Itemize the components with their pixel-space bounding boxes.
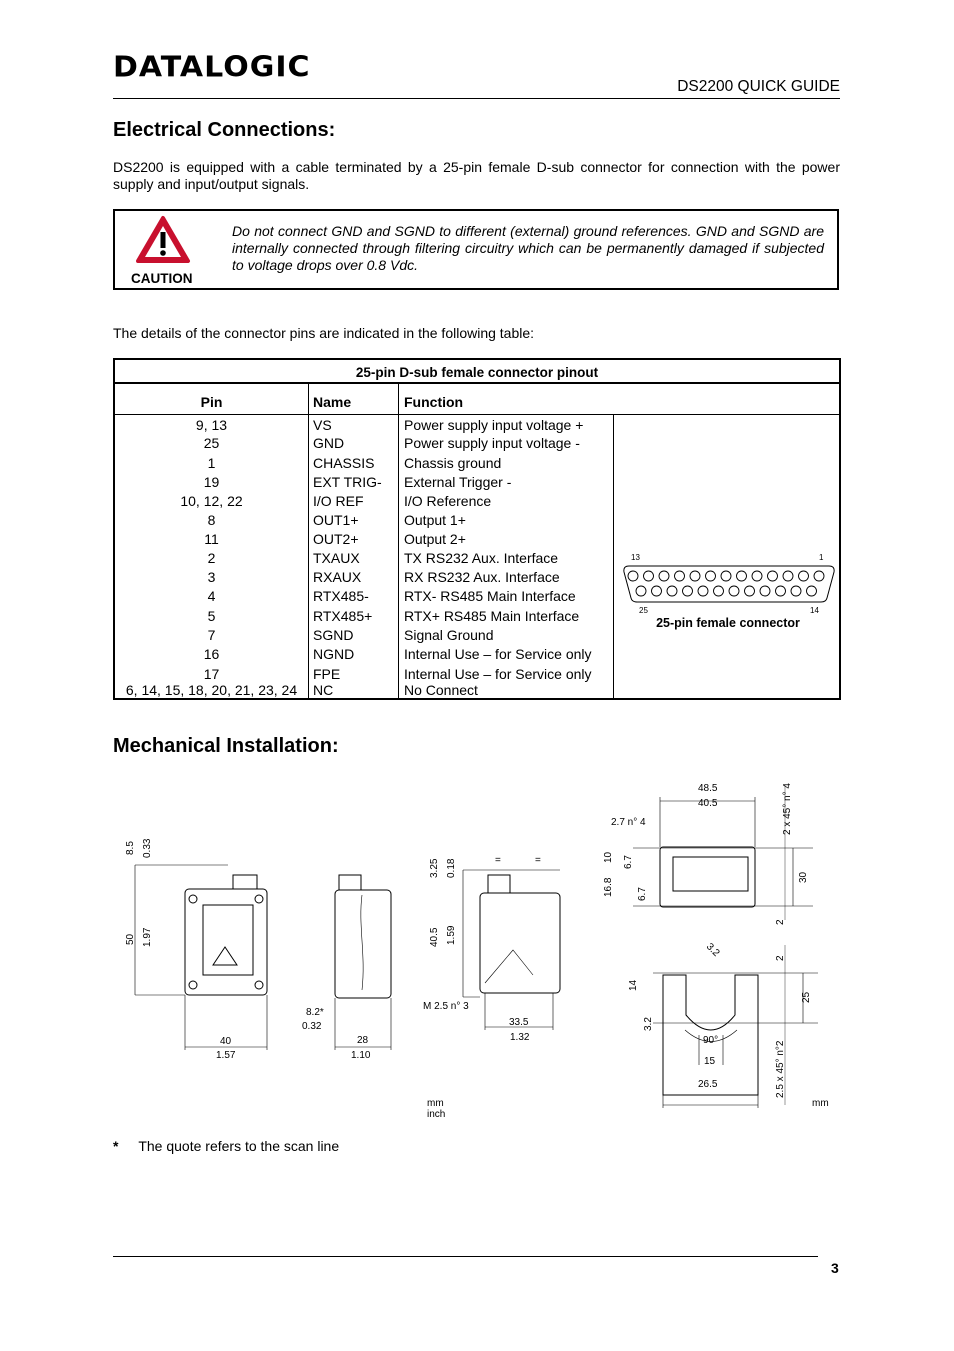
function-cell: External Trigger - [404, 474, 512, 490]
dim-1-32: 1.32 [510, 1032, 530, 1043]
dim-14: 14 [628, 979, 639, 991]
connector-pins-top [628, 571, 824, 581]
function-cell: Signal Ground [404, 627, 494, 643]
dim-48-5: 48.5 [698, 783, 718, 794]
dim-1-10: 1.10 [351, 1050, 371, 1061]
connector-pin [698, 586, 708, 596]
pinout-table-title: 25-pin D-sub female connector pinout [355, 365, 599, 380]
eq-mark: = [535, 855, 541, 866]
dim-28: 28 [357, 1035, 369, 1046]
dim-0-18: 0.18 [446, 858, 457, 878]
connector-pin [799, 571, 809, 581]
dim-3-2b: 3.2 [643, 1017, 654, 1031]
connector-pin [768, 571, 778, 581]
dim-10: 10 [603, 851, 614, 863]
mechanical-heading: Mechanical Installation: [113, 735, 339, 757]
function-cell: Output 1+ [404, 512, 466, 528]
pin-cell: 25 [203, 435, 220, 451]
connector-pin [791, 586, 801, 596]
function-cell: RTX- RS485 Main Interface [404, 588, 576, 604]
pin-cell: 2 [207, 550, 216, 566]
pin-cell: 16 [203, 646, 220, 662]
connector-pin [783, 571, 793, 581]
name-cell: GND [313, 435, 345, 451]
connector-pin [814, 571, 824, 581]
function-cell: Internal Use – for Service only [404, 646, 592, 662]
dim-40-5: 40.5 [429, 927, 440, 947]
function-cell: Output 2+ [404, 531, 466, 547]
name-cell: VS [313, 417, 332, 433]
dim-2-7: 2.7 n° 4 [611, 817, 646, 828]
caution-box [113, 209, 839, 290]
pin-cell: 4 [207, 588, 216, 604]
pin-cell: 11 [204, 531, 219, 547]
name-cell: NGND [313, 646, 355, 662]
function-cell: TX RS232 Aux. Interface [404, 550, 559, 566]
connector-pin [675, 571, 685, 581]
dim-33-5: 33.5 [509, 1017, 529, 1028]
caution-label: CAUTION [131, 271, 193, 286]
mechanical-drawing [113, 775, 840, 1125]
table-col-divider [613, 414, 614, 698]
name-cell: EXT TRIG- [313, 474, 382, 490]
dim-25: 25 [801, 991, 812, 1003]
name-cell: OUT1+ [313, 512, 359, 528]
function-cell: RTX+ RS485 Main Interface [404, 608, 580, 624]
table-col-divider [398, 384, 399, 698]
header-name: Name [313, 394, 352, 410]
table-rule [115, 414, 839, 415]
function-cell: Chassis ground [404, 455, 502, 471]
pin-cell: 3 [207, 569, 216, 585]
footnote-text: The quote refers to the scan line [138, 1138, 340, 1154]
name-cell: RTX485+ [313, 608, 373, 624]
function-cell: RX RS232 Aux. Interface [404, 569, 560, 585]
connector-pin [714, 586, 724, 596]
function-cell: Power supply input voltage - [404, 435, 580, 451]
connector-pin [683, 586, 693, 596]
function-cell: Internal Use – for Service only [404, 666, 592, 682]
pinout-table [113, 358, 841, 700]
name-cell: SGND [313, 627, 354, 643]
warning-triangle-icon [135, 215, 191, 265]
table-col-divider [308, 384, 309, 698]
pin-cell: 6, 14, 15, 18, 20, 21, 23, 24 [125, 682, 298, 698]
function-cell: I/O Reference [404, 493, 492, 509]
pin-cell: 7 [207, 627, 216, 643]
dim-90: 90° [703, 1035, 719, 1046]
pin-cell: 1 [207, 455, 216, 471]
connector-pin [667, 586, 677, 596]
connector-pin [659, 571, 669, 581]
dim-16-8: 16.8 [603, 877, 614, 897]
dim-8-2: 8.2* [306, 1007, 324, 1018]
dsub-connector-icon [617, 548, 837, 616]
dim-1-97: 1.97 [142, 927, 153, 947]
dim-3-25: 3.25 [429, 858, 440, 878]
dim-2b: 2 [775, 955, 786, 961]
header-function: Function [404, 394, 464, 410]
connector-pin-label-25: 25 [639, 606, 648, 615]
connector-pin [628, 571, 638, 581]
dim-0-33: 0.33 [142, 838, 153, 858]
connector-pin [652, 586, 662, 596]
function-cell: No Connect [404, 682, 478, 698]
dim-0-32: 0.32 [302, 1021, 322, 1032]
connector-pin [644, 571, 654, 581]
connector-pin [752, 571, 762, 581]
dim-8-5: 8.5 [125, 841, 136, 855]
dim-3-2a: 3.2 [703, 941, 722, 959]
connector-pin [721, 571, 731, 581]
dim-50: 50 [125, 933, 136, 945]
connector-pin [737, 571, 747, 581]
dim-1-57: 1.57 [216, 1050, 236, 1061]
electrical-intro: DS2200 is equipped with a cable terminated by a 25-pin female D-sub connector for connection with the power supply and input/output signals. [113, 159, 840, 192]
units-mm-left: mm [427, 1098, 444, 1109]
dim-2a: 2 [775, 919, 786, 925]
datalogic-logo: DATALOGIC [113, 50, 311, 85]
caution-text: Do not connect GND and SGND to different (external) ground references. GND and SGND are internally connected through filtering circuitry which can be permanently damaged if subjected to voltage drops over 0.8 Vdc. [232, 223, 824, 273]
dim-1-59: 1.59 [446, 925, 457, 945]
dim-2-5x45: 2.5 x 45° n°2 [775, 1040, 786, 1098]
connector-pin [745, 586, 755, 596]
guide-title: DS2200 QUICK GUIDE [677, 78, 840, 95]
dim-15: 15 [704, 1056, 716, 1067]
units-mm-right: mm [812, 1098, 829, 1109]
pin-cell: 9, 13 [195, 417, 228, 433]
units-inch: inch [427, 1109, 446, 1120]
function-cell: Power supply input voltage + [404, 417, 584, 433]
name-cell: OUT2+ [313, 531, 359, 547]
connector-pin [729, 586, 739, 596]
pin-cell: 10, 12, 22 [180, 493, 243, 509]
connector-pin-label-13: 13 [631, 553, 640, 562]
connector-pin [706, 571, 716, 581]
footnote-mark: * [113, 1138, 119, 1154]
pin-cell: 19 [203, 474, 220, 490]
header-pin: Pin [200, 394, 223, 410]
connector-pin [776, 586, 786, 596]
dim-30: 30 [798, 871, 809, 883]
pin-cell: 5 [207, 608, 216, 624]
name-cell: RTX485- [313, 588, 369, 604]
dim-6-7b: 6.7 [637, 887, 648, 901]
name-cell: TXAUX [313, 550, 360, 566]
eq-mark: = [495, 855, 501, 866]
pin-cell: 8 [207, 512, 216, 528]
name-cell: CHASSIS [313, 455, 375, 471]
footer-divider [113, 1256, 818, 1257]
name-cell: RXAUX [313, 569, 362, 585]
connector-pin-label-14: 14 [810, 606, 819, 615]
connector-pins-bottom [636, 586, 817, 596]
dim-40-5b: 40.5 [698, 798, 718, 809]
connector-pin [636, 586, 646, 596]
header-divider [113, 98, 840, 99]
electrical-heading: Electrical Connections: [113, 119, 336, 141]
dim-40: 40 [220, 1036, 232, 1047]
table-intro: The details of the connector pins are indicated in the following table: [113, 325, 535, 341]
connector-pin-label-1: 1 [819, 553, 824, 562]
name-cell: FPE [313, 666, 341, 682]
pin-cell: 17 [203, 666, 220, 682]
table-rule [115, 382, 839, 384]
dim-2x45: 2 x 45° n° 4 [782, 783, 793, 835]
name-cell: I/O REF [313, 493, 364, 509]
name-cell: NC [313, 682, 334, 698]
connector-pin [690, 571, 700, 581]
connector-caption: 25-pin female connector [656, 616, 800, 630]
connector-pin [807, 586, 817, 596]
dim-26-5: 26.5 [698, 1079, 718, 1090]
page-number: 3 [831, 1260, 839, 1276]
dim-m2-5: M 2.5 n° 3 [423, 1001, 469, 1012]
footnote [113, 1138, 339, 1154]
connector-pin [760, 586, 770, 596]
dim-6-7a: 6.7 [623, 855, 634, 869]
